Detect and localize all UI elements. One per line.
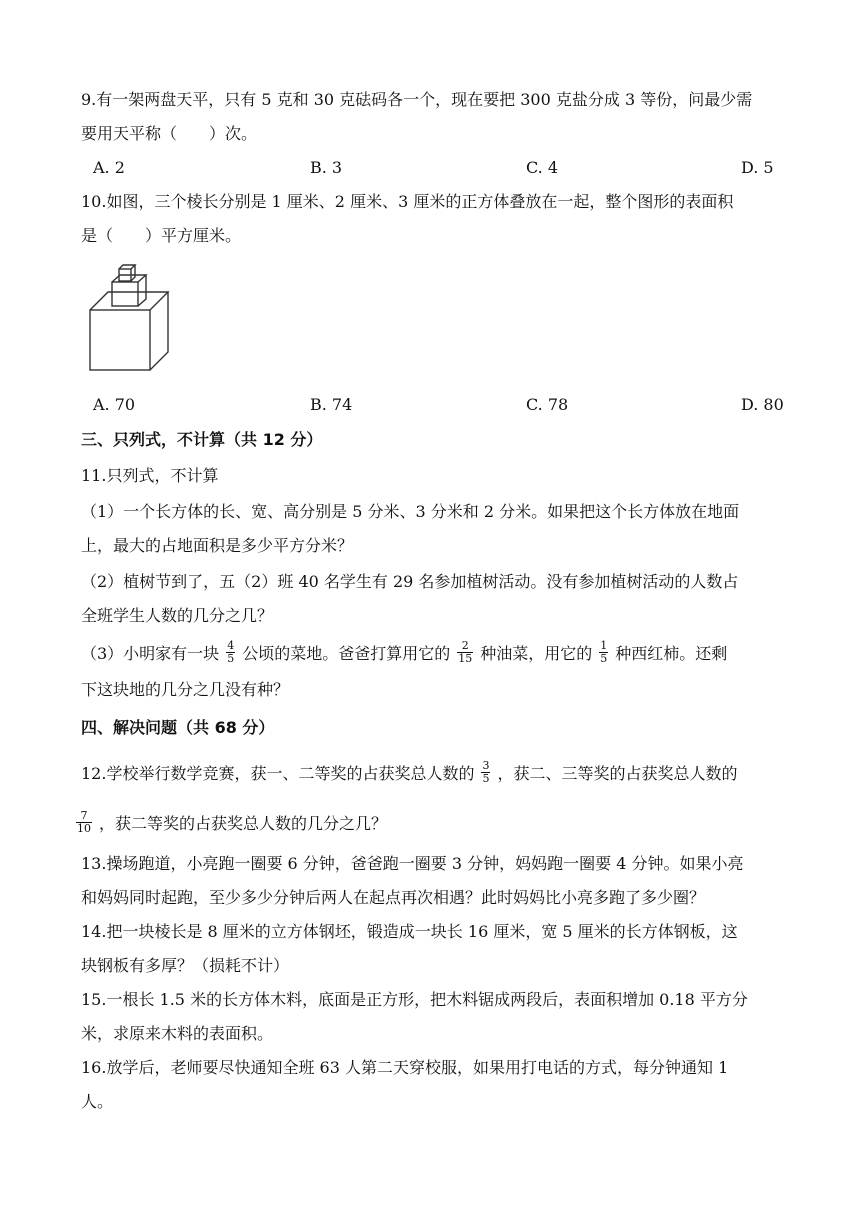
q10-option-b: B. 74: [310, 395, 353, 414]
q9-line-2: 要用天平称（ ）次。: [81, 124, 258, 143]
section-3-title: 三、只列式，不计算（共 12 分）: [81, 430, 323, 449]
q12-text-c: ，获二等奖的占获奖总人数的几分之几？: [99, 814, 388, 833]
q11-part3-text-a: （3）小明家有一块: [81, 644, 220, 663]
q9-option-c: C. 4: [526, 158, 559, 177]
fraction-1-5: $\frac{1}{5}$: [600, 639, 608, 665]
q12-text-b: ，获二、三等奖的占获奖总人数的: [497, 764, 738, 783]
q13-line-2: 和妈妈同时起跑，至少多少分钟后两人在起点再次相遇？此时妈妈比小亮多跑了多少圈？: [81, 888, 706, 907]
q11-part3-line-2: 下这块地的几分之几没有种？: [81, 680, 290, 699]
q9-option-d: D. 5: [741, 158, 774, 177]
q14-line-2: 块钢板有多厚？（损耗不计）: [81, 956, 290, 975]
q11-part1-line-1: （1）一个长方体的长、宽、高分别是 5 分米、3 分米和 2 分米。如果把这个长方体放在地面: [81, 502, 740, 521]
q16-line-2: 人。: [81, 1092, 114, 1111]
q15-line-2: 米，求原来木料的表面积。: [81, 1024, 274, 1043]
q11-part1-line-2: 上，最大的占地面积是多少平方分米？: [81, 536, 354, 555]
q15-line-1: 15.一根长 1.5 米的长方体木料，底面是正方形，把木料锯成两段后，表面积增加 0.18 平方分: [81, 990, 748, 1009]
q14-line-1: 14.把一块棱长是 8 厘米的立方体钢坯，锻造成一块长 16 厘米，宽 5 厘米的长方体钢板，这: [81, 922, 738, 941]
q11-part3-line-1: [81, 639, 728, 667]
q9-line-1: 9.有一架两盘天平，只有 5 克和 30 克砝码各一个，现在要把 300 克盐分成 3 等份，问最少需: [81, 90, 753, 109]
q11-title: 11.只列式，不计算: [81, 466, 219, 485]
q13-line-1: 13.操场跑道，小亮跑一圈要 6 分钟，爸爸跑一圈要 3 分钟，妈妈跑一圈要 4 分钟。如果小亮: [81, 854, 744, 873]
q11-part3-text-d: 种西红柿。还剩: [615, 644, 728, 663]
q10-line-1: 10.如图，三个棱长分别是 1 厘米、2 厘米、3 厘米的正方体叠放在一起，整个图形的表面积: [81, 192, 734, 211]
q9-option-a: A. 2: [93, 158, 125, 177]
fraction-3-5: $\frac{3}{5}$: [482, 759, 490, 785]
q12-line-1: [81, 759, 738, 787]
fraction-4-5: $\frac{4}{5}$: [227, 639, 235, 665]
section-4-title: 四、解决问题（共 68 分）: [81, 718, 275, 737]
q10-option-d: D. 80: [741, 395, 784, 414]
q16-line-1: 16.放学后，老师要尽快通知全班 63 人第二天穿校服，如果用打电话的方式，每分钟通知 1: [81, 1058, 729, 1077]
fraction-2-15: $\frac{2}{15}$: [458, 639, 473, 665]
q11-part3-text-b: 公顷的菜地。爸爸打算用它的: [242, 644, 451, 663]
q10-option-c: C. 78: [526, 395, 569, 414]
fraction-7-10: $\frac{7}{10}$: [77, 809, 91, 835]
stacked-cubes-figure: [86, 258, 176, 372]
q11-part3-text-c: 种油菜，用它的: [480, 644, 593, 663]
q10-line-2: 是（ ）平方厘米。: [81, 226, 242, 245]
q12-text-a: 12.学校举行数学竞赛，获一、二等奖的占获奖总人数的: [81, 764, 475, 783]
q11-part2-line-2: 全班学生人数的几分之几？: [81, 606, 274, 625]
q10-option-a: A. 70: [93, 395, 136, 414]
q9-option-b: B. 3: [310, 158, 343, 177]
q12-line-2: [76, 809, 388, 837]
q11-part2-line-1: （2）植树节到了，五（2）班 40 名学生有 29 名参加植树活动。没有参加植树活动的人数占: [81, 572, 739, 591]
